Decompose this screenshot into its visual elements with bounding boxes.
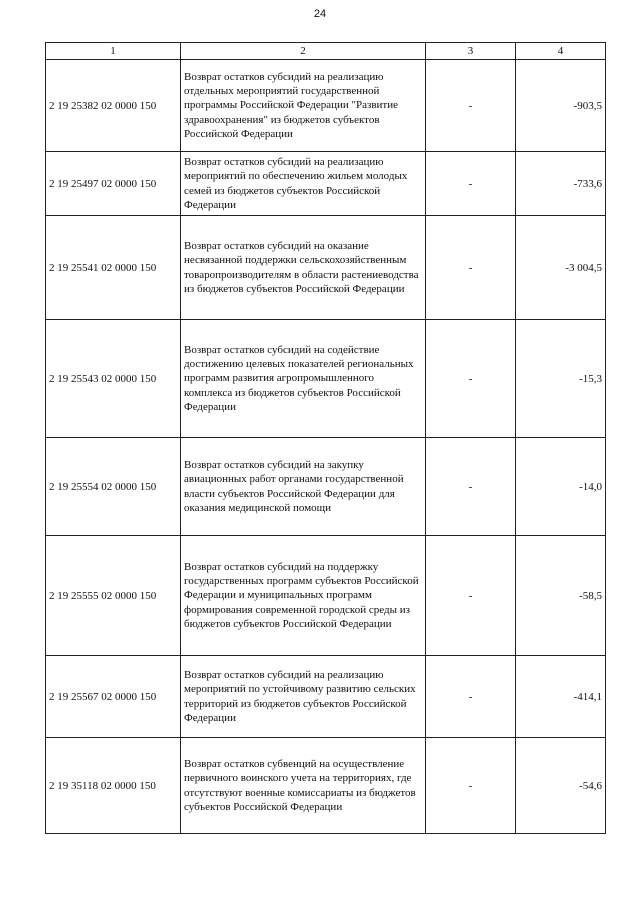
description-cell: Возврат остатков субвенций на осуществление первичного воинского учета на территориях, где отсутствуют военные комиссариаты из бюджетов субъектов Российской Федерации: [181, 738, 426, 834]
column-3-cell: -: [426, 320, 516, 438]
amount-cell: -14,0: [516, 438, 606, 536]
description-cell: Возврат остатков субсидий на содействие достижению целевых показателей региональных программ развития агропромышленного комплекса из бюджетов субъектов Российской Федерации: [181, 320, 426, 438]
table-row: [46, 656, 606, 738]
column-3-cell: -: [426, 656, 516, 738]
budget-code-cell: 2 19 25554 02 0000 150: [46, 438, 181, 536]
budget-code-cell: 2 19 25567 02 0000 150: [46, 656, 181, 738]
budget-code-cell: 2 19 25541 02 0000 150: [46, 216, 181, 320]
description-cell: Возврат остатков субсидий на закупку авиационных работ органами государственной власти субъектов Российской Федерации для оказания медицинской помощи: [181, 438, 426, 536]
column-header: 3: [426, 43, 516, 60]
page-number: 24: [313, 8, 327, 20]
amount-cell: -54,6: [516, 738, 606, 834]
amount-cell: -903,5: [516, 60, 606, 152]
budget-code-cell: 2 19 35118 02 0000 150: [46, 738, 181, 834]
table-row: [46, 60, 606, 152]
column-header: 2: [181, 43, 426, 60]
amount-cell: -733,6: [516, 152, 606, 216]
table-row: [46, 216, 606, 320]
amount-cell: -414,1: [516, 656, 606, 738]
column-header: 1: [46, 43, 181, 60]
description-cell: Возврат остатков субсидий на реализацию отдельных мероприятий государственной программы Российской Федерации "Развитие здравоохранения" из бюджетов субъектов Российской Федерации: [181, 60, 426, 152]
table-row: [46, 438, 606, 536]
amount-cell: -58,5: [516, 536, 606, 656]
column-3-cell: -: [426, 438, 516, 536]
table-row: [46, 152, 606, 216]
description-cell: Возврат остатков субсидий на поддержку государственных программ субъектов Российской Федерации и муниципальных программ формирования современной городской среды из бюджетов субъектов Российской Федерации: [181, 536, 426, 656]
column-3-cell: -: [426, 60, 516, 152]
table-row: [46, 320, 606, 438]
description-cell: Возврат остатков субсидий на оказание несвязанной поддержки сельскохозяйственным товаропроизводителям в области растениеводства из бюджетов субъектов Российской Федерации: [181, 216, 426, 320]
description-cell: Возврат остатков субсидий на реализацию мероприятий по устойчивому развитию сельских территорий из бюджетов субъектов Российской Федерации: [181, 656, 426, 738]
budget-code-cell: 2 19 25497 02 0000 150: [46, 152, 181, 216]
column-header: 4: [516, 43, 606, 60]
budget-code-cell: 2 19 25382 02 0000 150: [46, 60, 181, 152]
table-header-row: [46, 43, 606, 60]
column-3-cell: -: [426, 738, 516, 834]
budget-table: [45, 42, 606, 834]
description-cell: Возврат остатков субсидий на реализацию мероприятий по обеспечению жильем молодых семей из бюджетов субъектов Российской Федерации: [181, 152, 426, 216]
column-3-cell: -: [426, 536, 516, 656]
budget-code-cell: 2 19 25543 02 0000 150: [46, 320, 181, 438]
column-3-cell: -: [426, 216, 516, 320]
table-row: [46, 738, 606, 834]
column-3-cell: -: [426, 152, 516, 216]
budget-code-cell: 2 19 25555 02 0000 150: [46, 536, 181, 656]
amount-cell: -15,3: [516, 320, 606, 438]
table-row: [46, 536, 606, 656]
amount-cell: -3 004,5: [516, 216, 606, 320]
